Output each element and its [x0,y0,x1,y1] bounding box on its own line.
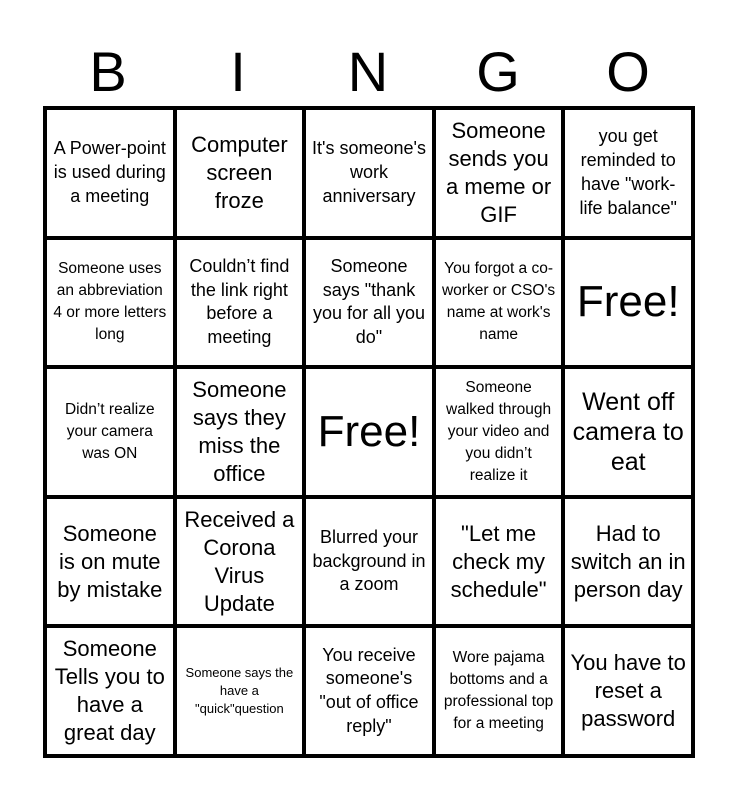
cell-text: Received a Corona Virus Update [184,506,295,616]
cell-text: Computer screen froze [191,131,288,213]
bingo-cell-i4[interactable] [175,497,305,627]
cell-text: Someone Tells you to have a great day [54,636,165,746]
bingo-cell-g3[interactable] [434,367,564,497]
free-space-text: Free! [317,406,421,456]
bingo-cell-b5[interactable] [45,626,175,756]
cell-text: You have to reset a password [570,650,686,732]
cell-text: Wore pajama bottoms and a professional top for a meeting [443,649,554,733]
bingo-header [43,38,693,106]
bingo-cell-i5[interactable] [175,626,305,756]
header-letter-i: I [230,40,246,103]
cell-text: Couldn’t find the link right before a meeting [189,255,290,348]
bingo-cell-g1[interactable] [434,108,564,238]
bingo-cell-b4[interactable] [45,497,175,627]
cell-text: "Let me check my schedule" [450,520,547,602]
cell-text: Had to switch an in person day [570,520,686,602]
bingo-cell-b2[interactable] [45,238,175,368]
bingo-cell-n3-free[interactable] [304,367,434,497]
bingo-cell-g5[interactable] [434,626,564,756]
cell-text: Someone says the have a "quick"question [185,664,294,717]
bingo-cell-o4[interactable] [563,497,693,627]
bingo-cell-n4[interactable] [304,497,434,627]
cell-text: Someone uses an abbreviation 4 or more letters long [53,260,167,344]
cell-text: You receive someone's "out of office reply" [319,644,419,736]
bingo-cell-i1[interactable] [175,108,305,238]
cell-text: Went off camera to eat [572,387,684,476]
bingo-cell-o2-free[interactable] [563,238,693,368]
bingo-cell-n5[interactable] [304,626,434,756]
bingo-cell-g2[interactable] [434,238,564,368]
cell-text: Didn’t realize your camera was ON [64,400,155,462]
cell-text: Someone says they miss the office [192,377,287,486]
bingo-cell-g4[interactable] [434,497,564,627]
bingo-cell-b3[interactable] [45,367,175,497]
bingo-cell-o3[interactable] [563,367,693,497]
header-letter-b: B [89,40,127,103]
cell-text: Someone says "thank you for all you do" [312,255,426,348]
cell-text: Blurred your background in a zoom [312,526,426,595]
cell-text: A Power-point is used during a meeting [53,138,166,206]
header-letter-n: N [347,40,389,103]
bingo-cell-o1[interactable] [563,108,693,238]
cell-text: It's someone's work anniversary [312,138,426,206]
header-letter-o: O [606,40,650,103]
header-letter-g: G [476,40,520,103]
cell-text: you get reminded to have "work-life balance" [579,126,677,218]
free-space-text: Free! [576,277,680,327]
cell-text: You forgot a co-worker or CSO's name at work's name [441,260,556,344]
cell-text: Someone is on mute by mistake [57,520,163,602]
bingo-cell-n1[interactable] [304,108,434,238]
cell-text: Someone sends you a meme or GIF [446,117,552,227]
bingo-cell-i3[interactable] [175,367,305,497]
bingo-cell-i2[interactable] [175,238,305,368]
bingo-cell-o5[interactable] [563,626,693,756]
bingo-cell-n2[interactable] [304,238,434,368]
bingo-cell-b1[interactable] [45,108,175,238]
bingo-board [43,106,695,758]
cell-text: Someone walked through your video and you didn’t realize it [446,378,552,484]
